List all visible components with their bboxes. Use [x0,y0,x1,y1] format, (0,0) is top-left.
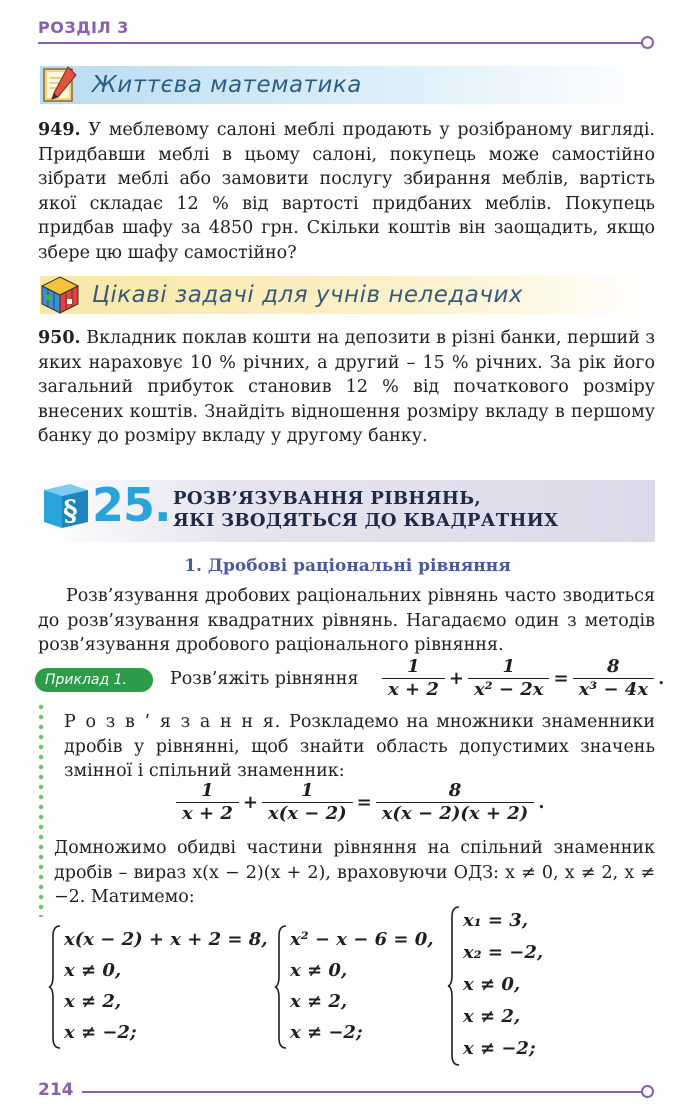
solution-margin-dots [38,702,44,917]
fraction-denominator: x + 2 [382,678,445,701]
plus-sign: + [448,668,464,689]
problem-949-text: У меблевому салоні меблі продають у розібраному вигляді. Придбавши меблі в цьому салоні, покупець може самостійно зібрати меблі або замовити послугу збирання меблів, вартість якої складає 12 % від вартості придбаних меблів. Покупець придбав шафу за 4850 грн. Скільки коштів він заощадить, якщо збере цю шафу самостійно? [38,120,655,263]
fraction-numerator: 1 [502,656,515,677]
top-divider [38,42,643,44]
solution-paragraph-2: Домножимо обидві частини рівняння на спільний знаменник дробів – вираз x(x − 2)(x + 2), враховуючи ОДЗ: x ≠ 0, x ≠ 2, x ≠ −2. Матимемо: [54,838,655,907]
section-title [173,488,558,532]
intro-paragraph: Розв’язування дробових раціональних рівнянь часто зводиться до розв’язування квадратних рівнянь. Нагадаємо один з методів розв’язування дробового раціонального рівняння. [38,586,655,655]
example-equation [382,656,668,701]
system-brace-3 [447,905,461,1067]
fraction [573,656,655,701]
fraction-denominator: x(x − 2)(x + 2) [376,802,535,825]
equals-sign: = [356,792,372,813]
fraction-numerator: 1 [407,656,420,677]
puzzles-band [40,276,655,314]
rubiks-cube-icon [38,273,82,317]
solution-label: Р о з в ’ я з а н н я. [64,712,282,732]
fraction [376,780,535,825]
system-3 [463,905,543,1065]
fraction-denominator: x(x − 2) [262,802,353,825]
fraction-numerator: 1 [301,780,314,801]
page-number: 214 [38,1080,74,1100]
system-2 [290,924,434,1048]
system-3-line: x ≠ 0, [463,974,521,995]
example-badge: Приклад 1. [35,668,153,692]
fraction-denominator: x + 2 [176,802,239,825]
problem-950-text: Вкладник поклав кошти на депозити в різні банки, перший з яких нараховує 10 % річних, а другий – 15 % річних. За рік його загальний прибуток становив 12 % від початкового розміру внесених коштів. Знайдіть відношення розміру вкладу в першому банку до розміру вкладу у другому банку. [38,328,655,446]
section-header-label: РОЗДІЛ 3 [38,18,129,37]
plus-sign: + [242,792,258,813]
solution-text-1: Розкладемо на множники знаменники дробів у рівнянні, щоб знайти область допустимих значень змінної і спільний знаменник: [64,712,655,781]
puzzles-title: Цікаві задачі для учнів неледачих [92,282,524,308]
period: . [538,792,545,813]
system-1 [64,924,268,1048]
system-1-line: x(x − 2) + x + 2 = 8, [64,929,268,950]
solution-paragraph [64,710,655,784]
system-3-line: x ≠ 2, [463,1006,521,1027]
section-title-line-2: ЯКІ ЗВОДЯТЬСЯ ДО КВАДРАТНИХ [173,510,559,531]
fraction [176,780,239,825]
svg-text:§: § [63,494,78,527]
equals-sign: = [553,668,569,689]
fraction [262,780,353,825]
system-2-line: x ≠ 2, [290,991,348,1012]
fraction-numerator: 8 [448,780,462,801]
subsection-title: 1. Дробові раціональні рівняння [184,556,511,576]
life-math-title: Життєва математика [92,72,362,98]
fraction [382,656,445,701]
fraction-numerator: 1 [201,780,214,801]
fraction-denominator: x² − 2x [468,678,550,701]
solution-equation [176,780,549,825]
period: . [658,668,665,689]
fraction-numerator: 8 [607,656,620,677]
paragraph-cube-icon [40,478,92,530]
system-1-line: x ≠ 0, [64,960,122,981]
example-prompt: Розв’яжіть рівняння [170,669,359,689]
system-2-line: x ≠ −2; [290,1022,363,1043]
section-title-line-1: РОЗВ’ЯЗУВАННЯ РІВНЯНЬ, [173,488,481,509]
system-1-line: x ≠ −2; [64,1022,137,1043]
section-number: 25. [92,478,171,532]
notebook-pencil-icon [38,63,82,107]
problem-949 [38,118,655,265]
system-brace-1 [48,924,62,1050]
bottom-divider-dot [641,1085,654,1098]
bottom-divider [82,1091,643,1093]
system-3-line: x ≠ −2; [463,1038,536,1059]
system-2-line: x ≠ 0, [290,960,348,981]
fraction-denominator: x³ − 4x [573,678,655,701]
system-1-line: x ≠ 2, [64,991,122,1012]
problem-950-number: 950. [38,328,81,348]
fraction [468,656,550,701]
system-3-line: x₁ = 3, [463,910,529,931]
system-3-line: x₂ = −2, [463,942,544,963]
problem-950 [38,326,655,449]
system-2-line: x² − x − 6 = 0, [290,929,434,950]
system-brace-2 [274,924,288,1050]
life-math-band [40,66,655,104]
top-divider-dot [641,36,654,49]
problem-949-number: 949. [38,120,81,140]
